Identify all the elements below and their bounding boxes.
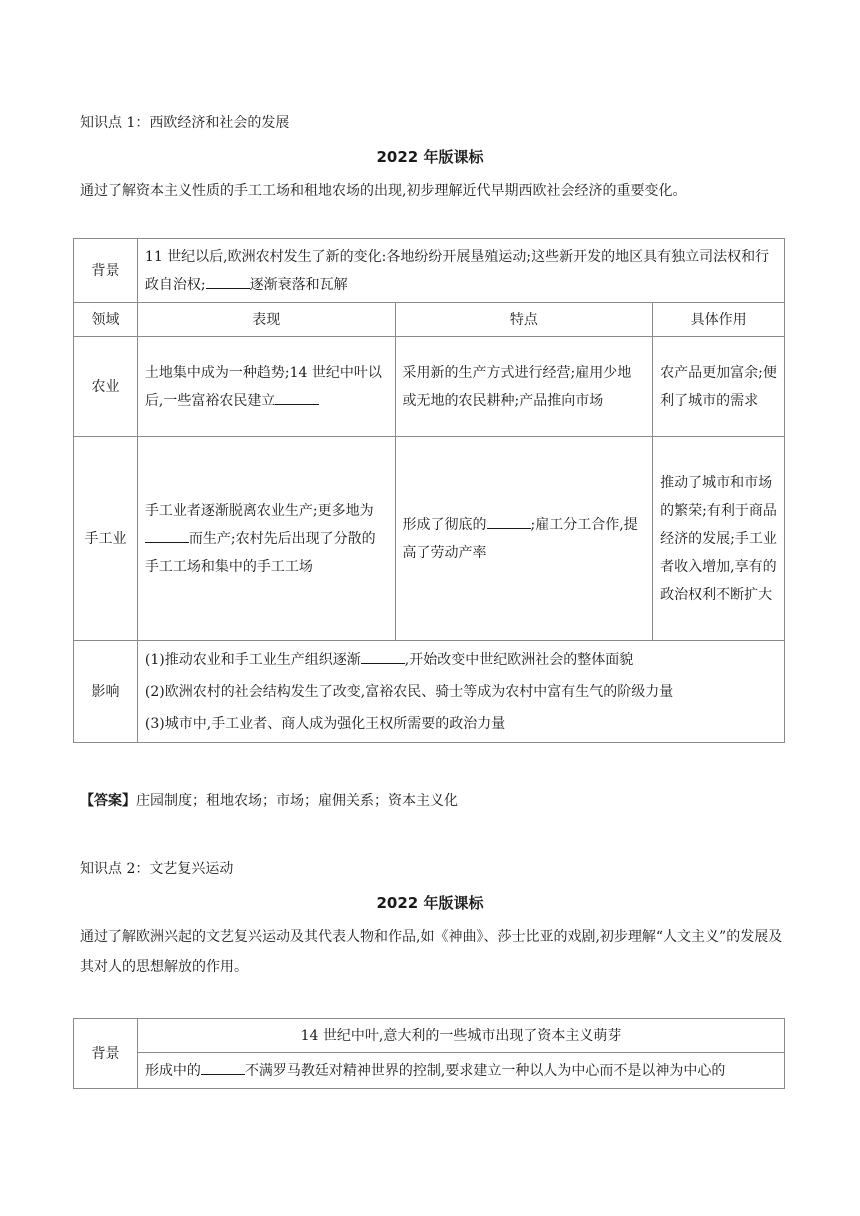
renaissance-row-2-text-a: 形成中的 [144,1062,201,1079]
impact-line-2: (2)欧洲农村的社会结构发生了改变,富裕农民、骑士等成为农村中富有生气的阶级力量 [144,683,674,700]
renaissance-background-label: 背景 [74,1019,138,1089]
knowledge-point-1-title: 知识点 1：西欧经济和社会的发展 [80,115,290,131]
renaissance-row-2 [137,1053,784,1089]
fill-blank-2 [275,390,319,405]
background-cell [137,239,784,303]
agri-performance-text: 土地集中成为一种趋势;14 世纪中叶以后,一些富裕农民建立 [144,364,382,409]
impact-line-1 [145,644,777,676]
header-field: 领域 [74,303,138,337]
economy-table [73,238,785,743]
renaissance-row-2-text-b: 不满罗马教廷对精神世界的控制,要求建立一种以人为中心而不是以神为中心的 [244,1062,726,1079]
craft-performance-text-b: 而生产;农村先后出现了分散的手工工场和集中的手工工场 [144,530,376,575]
background-text-a: 11 世纪以后,欧洲农村发生了新的变化:各地纷纷开展垦殖运动;这些新开发的地区具有独立司法权和行政自治权; [144,248,770,293]
craft-feature-text-a: 形成了彻底的 [402,516,487,533]
craft-effect: 推动了城市和市场的繁荣;有利于商品经济的发展;手工业者收入增加,享有的政治权利不断扩大 [653,437,785,641]
agri-performance [137,337,395,437]
answer-text: 庄园制度；租地农场；市场；雇佣关系；资本主义化 [136,793,458,809]
impact-cell [137,641,784,743]
header-effect: 具体作用 [653,303,785,337]
renaissance-table [73,1018,785,1089]
agri-effect: 农产品更加富余;便利了城市的需求 [653,337,785,437]
header-feature: 特点 [395,303,653,337]
fill-blank-6 [201,1060,245,1075]
agri-label: 农业 [74,337,138,437]
standard-text-2: 通过了解欧洲兴起的文艺复兴运动及其代表人物和作品,如《神曲》、莎士比亚的戏剧,初步理解“人文主义”的发展及其对人的思想解放的作用。 [80,929,783,975]
answer-tag: 【答案】 [80,793,136,809]
impact-line-1-text-b: ,开始改变中世纪欧洲社会的整体面貌 [404,651,634,668]
impact-line-3: (3)城市中,手工业者、商人成为强化王权所需要的政治力量 [144,715,506,732]
craft-feature-text-b: ;雇工分工合作,提高了劳动产率 [402,516,638,561]
impact-line-1-text-a: (1)推动农业和手工业生产组织逐渐 [144,651,361,668]
fill-blank-3 [145,528,189,543]
agri-feature: 采用新的生产方式进行经营;雇用少地或无地的农民耕种;产品推向市场 [395,337,653,437]
knowledge-point-2-title: 知识点 2：文艺复兴运动 [80,861,234,877]
standard-text-1: 通过了解资本主义性质的手工工场和租地农场的出现,初步理解近代早期西欧社会经济的重要变化。 [80,183,687,199]
craft-feature [395,437,653,641]
fill-blank-1 [206,274,250,289]
standard-title-1: 2022 年版课标 [376,148,484,166]
background-label: 背景 [74,239,138,303]
renaissance-row-1: 14 世纪中叶,意大利的一些城市出现了资本主义萌芽 [137,1019,784,1053]
impact-label: 影响 [74,641,138,743]
craft-performance-text-a: 手工业者逐渐脱离农业生产;更多地为 [144,502,374,519]
fill-blank-5 [361,649,405,664]
background-text-b: 逐渐衰落和瓦解 [249,276,348,293]
craft-label: 手工业 [74,437,138,641]
fill-blank-4 [487,514,531,529]
header-performance: 表现 [137,303,395,337]
craft-performance [137,437,395,641]
answer-1 [80,790,458,810]
standard-title-2: 2022 年版课标 [376,894,484,912]
